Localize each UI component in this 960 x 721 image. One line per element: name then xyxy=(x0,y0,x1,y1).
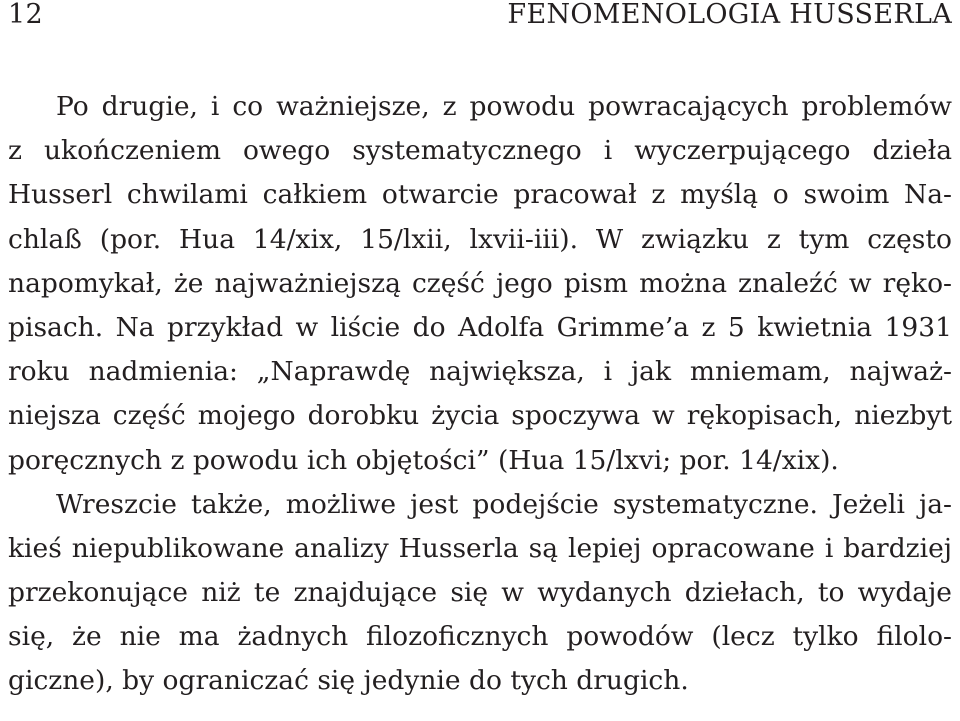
running-header xyxy=(8,0,952,36)
text-line: pisach. Na przykład w liście do Adolfa Grimme’a z 5 kwietnia 1931 xyxy=(8,311,952,343)
text-line: chlaß (por. Hua 14/xix, 15/lxii, lxvii-iii). W związku z tym często xyxy=(8,223,952,255)
text-line: Po drugie, i co ważniejsze, z powodu powracających problemów xyxy=(56,91,952,122)
text-line: napomykał, że najważniejszą część jego pism można znaleźć w ręko- xyxy=(8,267,952,299)
text-line: Wreszcie także, możliwe jest podejście systematyczne. Jeżeli ja- xyxy=(56,488,952,520)
text-line: poręcznych z powodu ich objętości” (Hua 15/lxvi; por. 14/xix). xyxy=(8,444,839,476)
text-line: przekonujące niż te znajdujące się w wydanych dziełach, to wydaje xyxy=(8,577,952,609)
text-line: z ukończeniem owego systematycznego i wyczerpującego dzieła xyxy=(8,135,952,167)
running-title: FENOMENOLOGIA HUSSERLA xyxy=(507,0,952,30)
page-number: 12 xyxy=(8,0,43,30)
text-line: kieś niepublikowane analizy Husserla są lepiej opracowane i bardziej xyxy=(8,532,952,564)
paragraph xyxy=(8,483,952,704)
text-line: Husserl chwilami całkiem otwarcie pracował z myślą o swoim Na- xyxy=(8,179,952,211)
body-text xyxy=(8,85,952,704)
text-line: giczne), by ograniczać się jedynie do tych drugich. xyxy=(8,665,689,697)
paragraph xyxy=(8,85,952,483)
text-line: się, że nie ma żadnych filozoficznych powodów (lecz tylko filolo- xyxy=(8,621,952,653)
text-line: niejsza część mojego dorobku życia spoczywa w rękopisach, niezbyt xyxy=(8,400,952,432)
text-line: roku nadmienia: „Naprawdę największa, i jak mniemam, najważ- xyxy=(8,356,952,388)
